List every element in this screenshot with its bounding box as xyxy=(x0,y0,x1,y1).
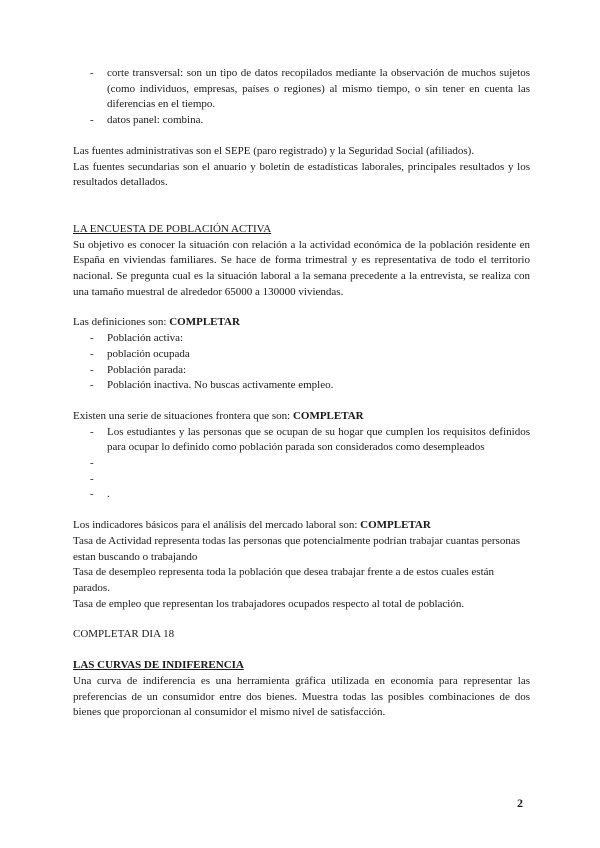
employment-rate-text: Tasa de empleo que representan los trabajadores ocupados respecto al total de población. xyxy=(73,597,465,610)
definitions-list xyxy=(73,331,530,394)
completar-tag: COMPLETAR xyxy=(360,519,431,532)
frontier-lead: Existen una serie de situaciones frontera que son: COMPLETAR xyxy=(73,409,364,422)
secondary-sources-text: Las fuentes secundarias son el anuario y boletín de estadísticas laborales, principales resultados y los resultados detallados. xyxy=(73,160,530,189)
document-page xyxy=(73,66,530,721)
admin-sources-text: Las fuentes administrativas son el SEPE (paro registrado) y la Seguridad Social (afiliados). xyxy=(73,144,475,157)
list-item: - Población parada: xyxy=(90,363,187,376)
list-item: - xyxy=(90,457,94,470)
list-item: - xyxy=(90,472,94,485)
epa-body: Su objetivo es conocer la situación con relación a la actividad económica de la población residente en España en viviendas familiares. Se hace de forma trimestral y es representativa de todo el territorio nacional. Se pregunta cual es la situación laboral a la semana precedente a la entrevista, se realiza con una tamaño muestral de alrededor 65000 a 130000 viviendas. xyxy=(73,238,530,298)
list-item: - corte transversal: son un tipo de datos recopilados mediante la observación de muchos sujetos (como individuos, empresas, países o regiones) al mismo tiempo, o sin tener en cuenta las diferencias en el tiempo. xyxy=(90,67,530,111)
list-item: - Los estudiantes y las personas que se ocupan de su hogar que cumplen los requisitos definidos para ocupar lo definido como población parada son considerados como desempleados xyxy=(90,425,530,454)
frontier-list xyxy=(73,425,530,504)
indicators-lead: Los indicadores básicos para el análisis del mercado laboral son: COMPLETAR xyxy=(73,519,431,532)
epa-heading: LA ENCUESTA DE POBLACIÓN ACTIVA xyxy=(73,222,272,235)
curves-body: Una curva de indiferencia es una herramienta gráfica utilizada en economía para representar las preferencias de un consumidor entre dos bienes. Muestra todas las posibles combinaciones de dos bienes que proporcionan al consumidor el mismo nivel de satisfacción. xyxy=(73,674,530,719)
completar-tag: COMPLETAR xyxy=(169,316,240,329)
definitions-lead: Las definiciones son: COMPLETAR xyxy=(73,316,240,329)
page-number: 2 xyxy=(517,796,523,810)
completar-note: COMPLETAR DIA 18 xyxy=(73,628,175,641)
activity-rate-text: Tasa de Actividad representa todas las personas que potencialmente podrían trabajar cuantas personas estan buscando o trabajando xyxy=(73,534,521,563)
completar-tag: COMPLETAR xyxy=(292,409,364,422)
curves-heading: LAS CURVAS DE INDIFERENCIA xyxy=(73,659,244,672)
list-item: - Población activa: xyxy=(90,332,184,345)
list-item: - población ocupada xyxy=(90,347,190,360)
list-item: - datos panel: combina. xyxy=(90,114,204,127)
data-types-list xyxy=(73,66,530,129)
unemployment-rate-text: Tasa de desempleo representa toda la población que desea trabajar frente a de estos cuales están parados. xyxy=(73,566,495,594)
list-item: - Población inactiva. No buscas activamente empleo. xyxy=(90,379,334,392)
list-item: - . xyxy=(90,488,110,501)
